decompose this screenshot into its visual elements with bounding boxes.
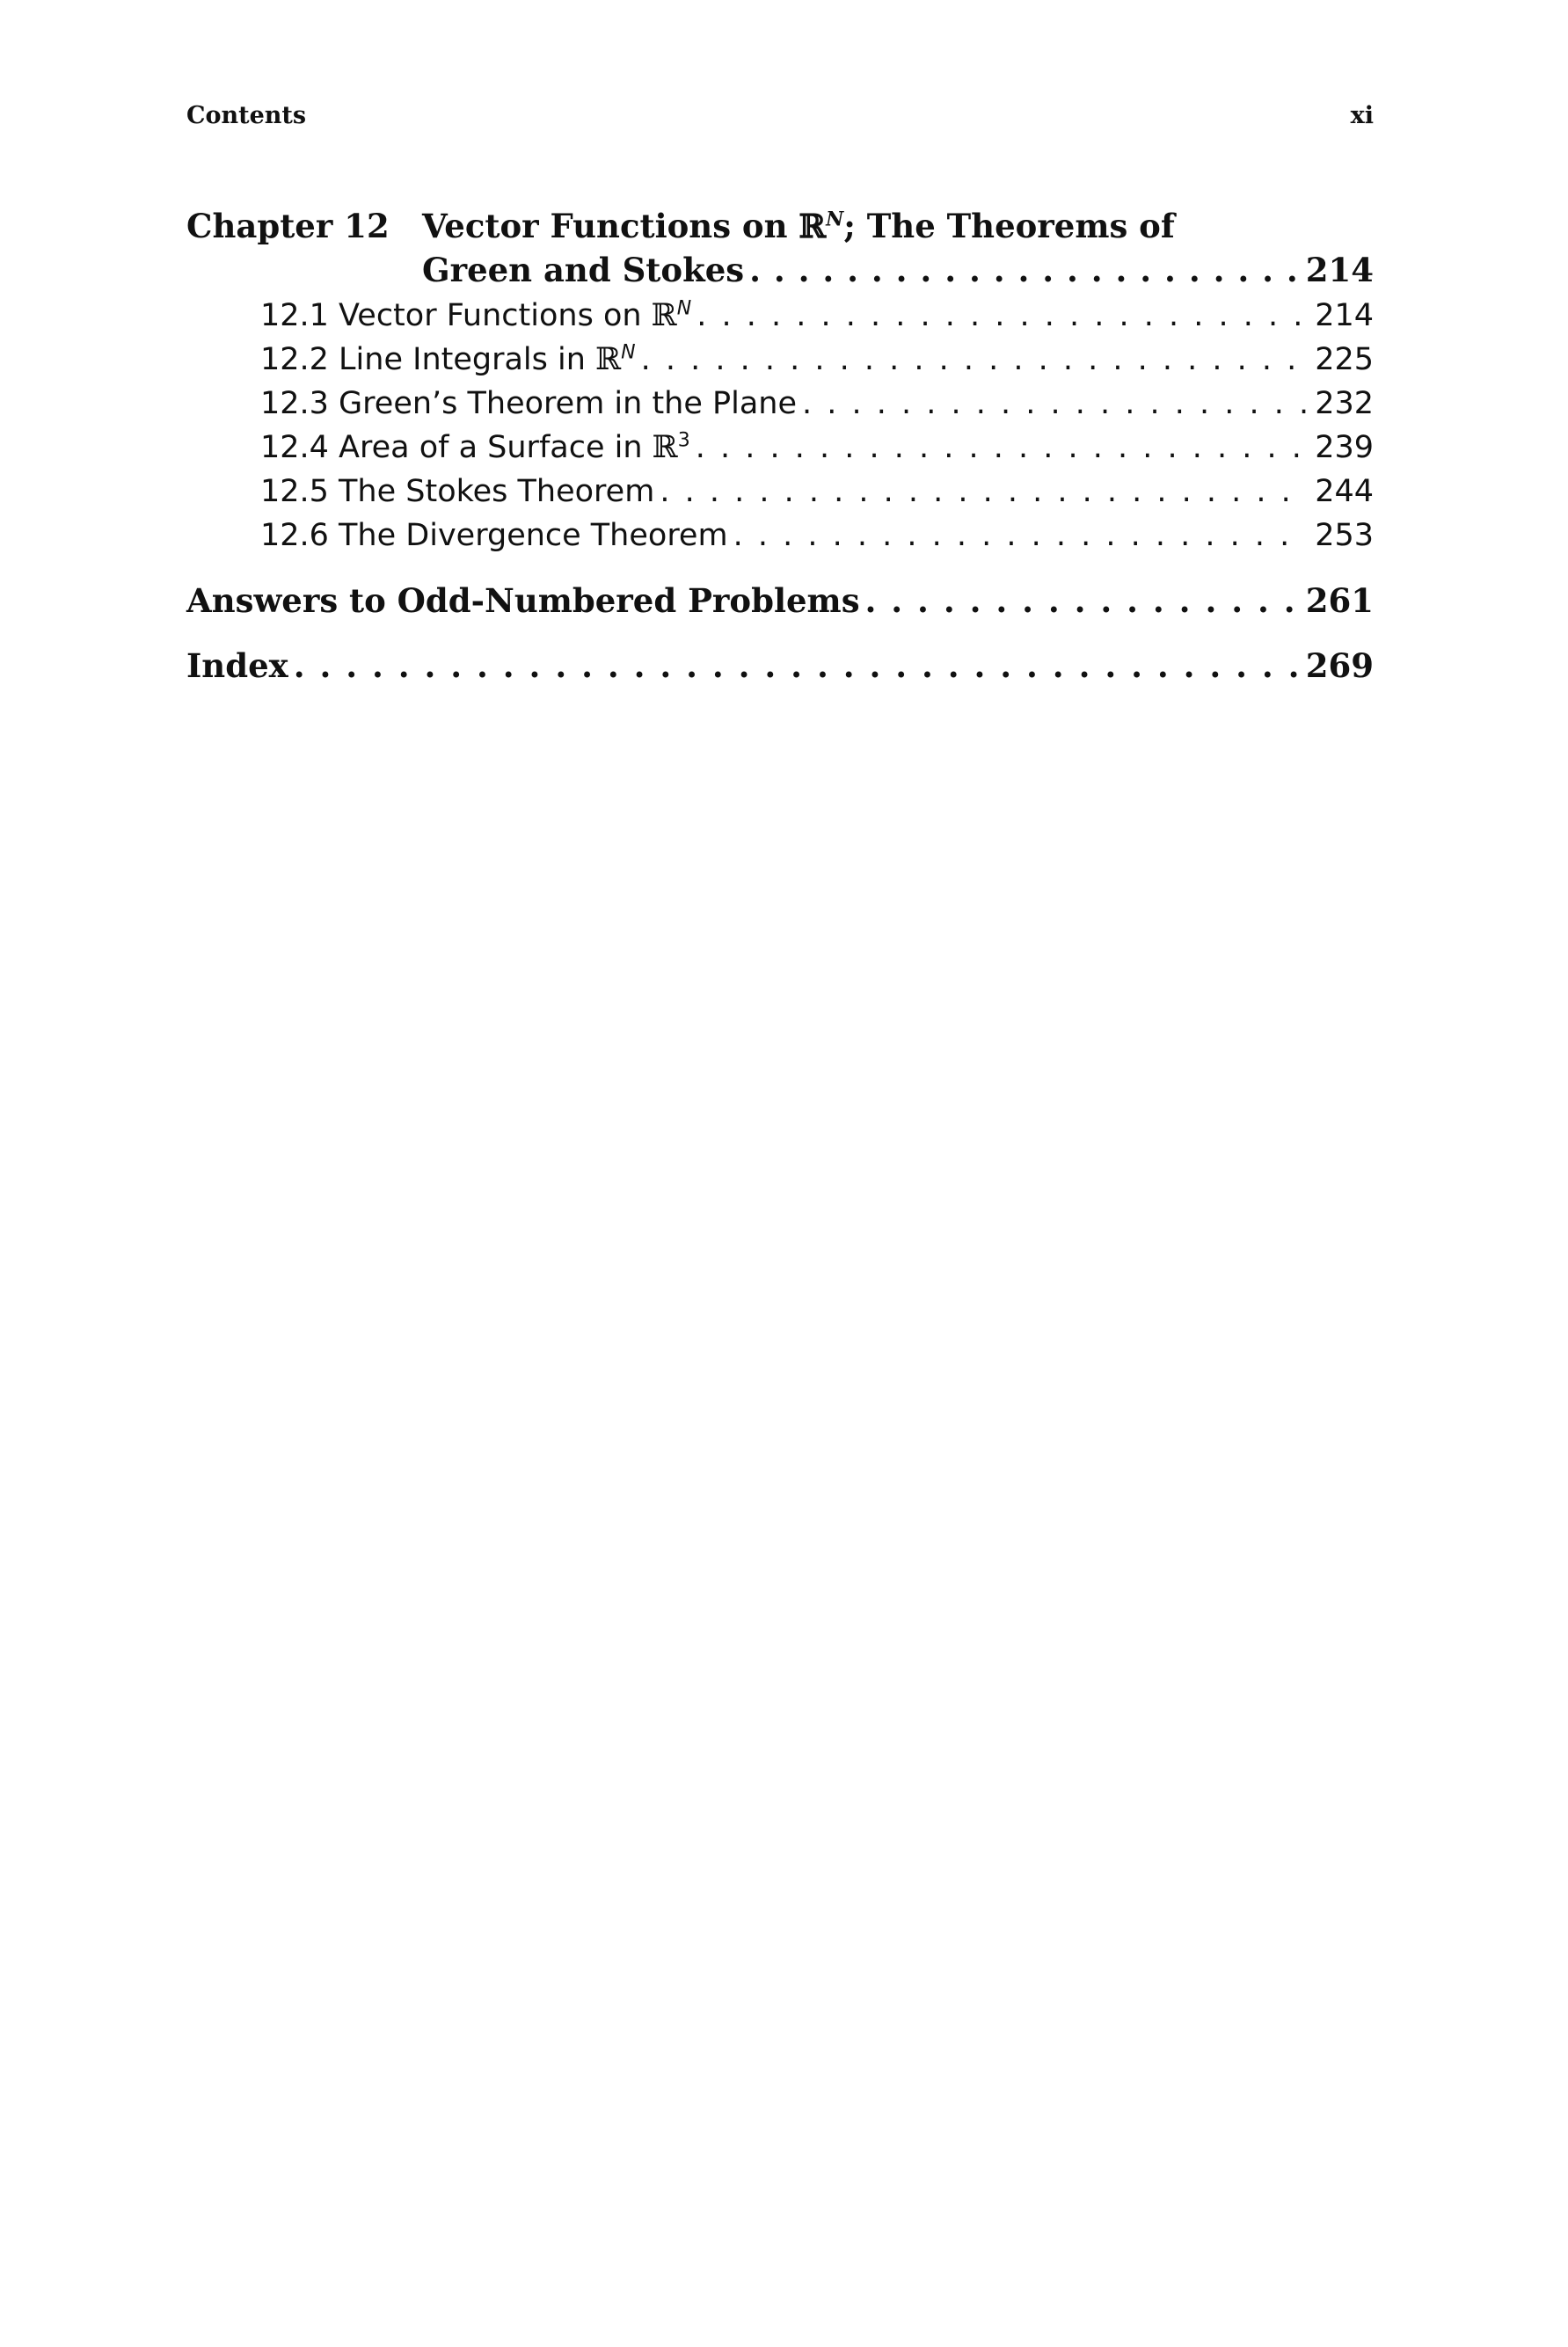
- reals-symbol: ℝ: [652, 430, 678, 465]
- table-of-contents: [186, 204, 1374, 688]
- dot-leader: [865, 579, 1301, 623]
- dot-leader: [696, 294, 1307, 338]
- section-entry-12-1[interactable]: [260, 294, 1374, 338]
- dot-leader: [294, 644, 1301, 688]
- section-entry-12-6[interactable]: [260, 514, 1374, 558]
- superscript: N: [676, 297, 692, 320]
- dot-leader: [802, 382, 1307, 426]
- reals-symbol: ℝ: [799, 207, 827, 245]
- section-label: [260, 338, 636, 382]
- index-entry[interactable]: [186, 644, 1374, 688]
- section-title: 12.1 Vector Functions on: [260, 298, 652, 333]
- section-title: 12.5 The Stokes Theorem: [260, 474, 655, 509]
- dot-leader: [660, 470, 1307, 514]
- index-label: Index: [186, 646, 288, 685]
- section-title: 12.4 Area of a Surface in: [260, 430, 653, 465]
- superscript: 3: [677, 429, 690, 452]
- chapter-label: Chapter 12: [186, 207, 390, 245]
- section-label: [260, 294, 691, 338]
- section-label: [260, 382, 797, 426]
- section-page-number: 214: [1315, 298, 1374, 333]
- chapter-page-number: 214: [1305, 251, 1374, 289]
- superscript: N: [621, 341, 636, 364]
- section-label: [260, 426, 690, 470]
- section-page-number: 244: [1315, 474, 1374, 509]
- section-label: [260, 470, 654, 514]
- section-title: 12.2 Line Integrals in: [260, 342, 596, 377]
- section-page-number: 225: [1315, 342, 1374, 377]
- answers-page-number: 261: [1305, 581, 1374, 620]
- running-head-title: Contents: [186, 102, 307, 129]
- dot-leader: [641, 338, 1307, 382]
- running-head: [186, 102, 1374, 137]
- section-page-number: 253: [1315, 518, 1374, 553]
- section-entry-12-5[interactable]: [260, 470, 1374, 514]
- reals-symbol: ℝ: [651, 298, 677, 333]
- section-list: [186, 294, 1374, 558]
- chapter-title-part2: ; The Theorems of: [843, 207, 1175, 245]
- answers-label: Answers to Odd-Numbered Problems: [186, 581, 860, 620]
- chapter-title-part1: Vector Functions on: [422, 207, 799, 245]
- spacer: [186, 558, 1374, 579]
- dot-leader: [733, 514, 1307, 558]
- section-page-number: 239: [1315, 430, 1374, 465]
- section-title: 12.3 Green’s Theorem in the Plane: [260, 386, 798, 421]
- section-entry-12-4[interactable]: [260, 426, 1374, 470]
- page-number-roman: xi: [1350, 102, 1374, 129]
- section-title: 12.6 The Divergence Theorem: [260, 518, 728, 553]
- chapter-title-line-2: [186, 248, 1374, 292]
- dot-leader: [696, 426, 1307, 470]
- section-entry-12-3[interactable]: [260, 382, 1374, 426]
- chapter-title-line2-text: Green and Stokes: [422, 251, 745, 289]
- chapter-12-entry[interactable]: [186, 204, 1374, 292]
- section-label: [260, 514, 728, 558]
- section-entry-12-2[interactable]: [260, 338, 1374, 382]
- superscript-n: N: [826, 208, 844, 231]
- answers-entry[interactable]: [186, 579, 1374, 623]
- dot-leader: [749, 248, 1301, 292]
- reals-symbol: ℝ: [595, 342, 622, 377]
- index-page-number: 269: [1305, 646, 1374, 685]
- section-page-number: 232: [1315, 386, 1374, 421]
- spacer: [186, 623, 1374, 644]
